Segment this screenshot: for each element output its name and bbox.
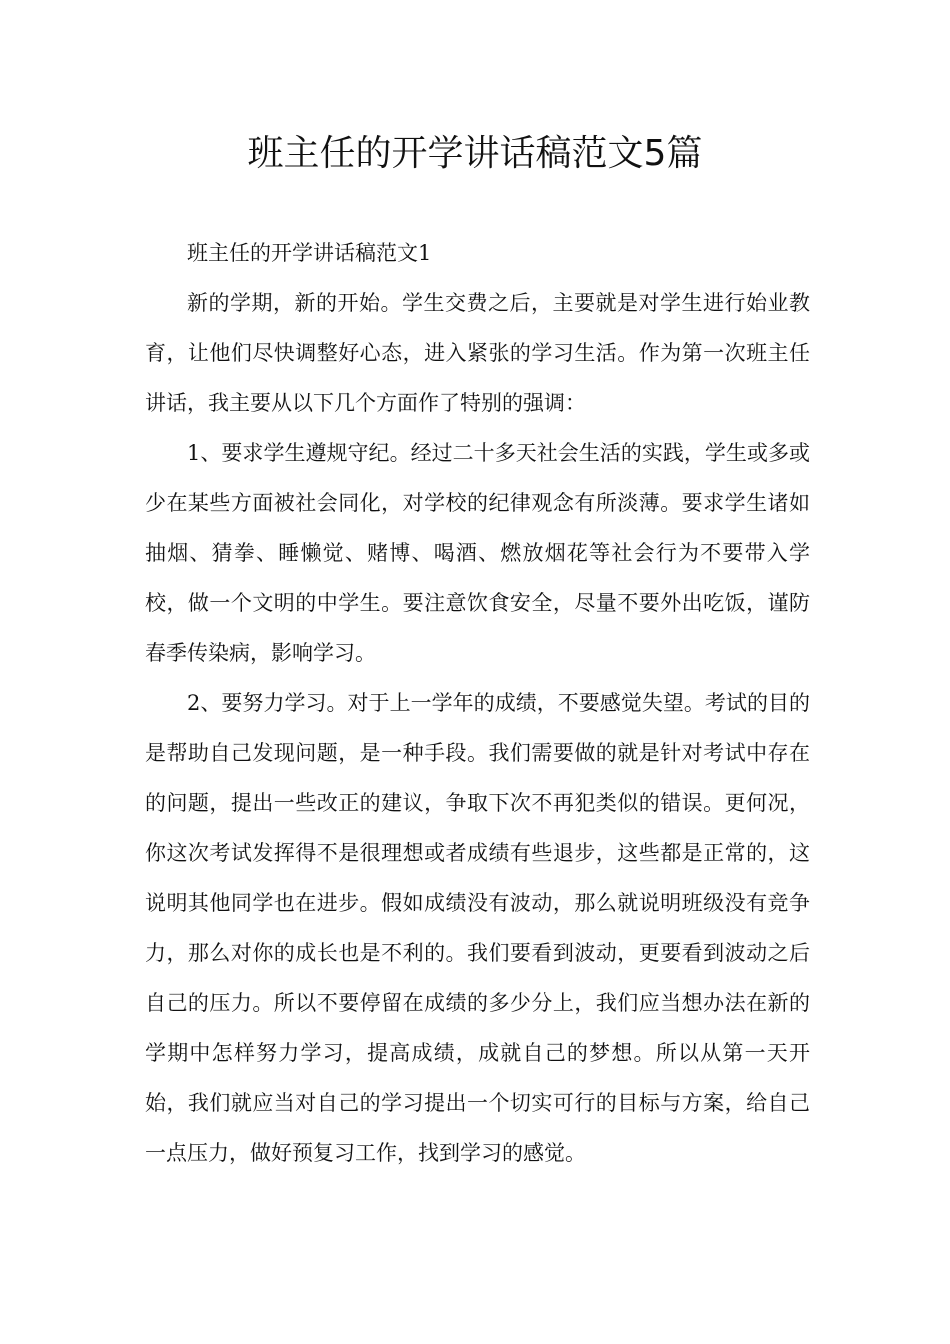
body-paragraph-1: 新的学期，新的开始。学生交费之后，主要就是对学生进行始业教育，让他们尽快调整好心态，进入紧张的学习生活。作为第一次班主任讲话，我主要从以下几个方面作了特别的强调： [145, 291, 810, 415]
body-paragraph-3: 2、要努力学习。对于上一学年的成绩，不要感觉失望。考试的目的是帮助自己发现问题，是一种手段。我们需要做的就是针对考试中存在的问题，提出一些改正的建议，争取下次不再犯类似的错误。更何况，你这次考试发挥得不是很理想或者成绩有些退步，这些都是正常的，这说明其他同学也在进步。假如成绩没有波动，那么就说明班级没有竞争力，那么对你的成长也是不利的。我们要看到波动，更要看到波动之后自己的压力。所以不要停留在成绩的多少分上，我们应当想办法在新的学期中怎样努力学习，提高成绩，成就自己的梦想。所以从第一天开始，我们就应当对自己的学习提出一个切实可行的目标与方案，给自己一点压力，做好预复习工作，找到学习的感觉。 [145, 691, 810, 1165]
document-title: 班主任的开学讲话稿范文5篇 [247, 133, 703, 174]
section-heading: 班主任的开学讲话稿范文1 [187, 241, 432, 265]
body-paragraph-2: 1、要求学生遵规守纪。经过二十多天社会生活的实践，学生或多或少在某些方面被社会同化，对学校的纪律观念有所淡薄。要求学生诸如抽烟、猜拳、睡懒觉、赌博、喝酒、燃放烟花等社会行为不要带入学校，做一个文明的中学生。要注意饮食安全，尽量不要外出吃饭，谨防春季传染病，影响学习。 [145, 441, 810, 665]
document-body [145, 228, 810, 1178]
